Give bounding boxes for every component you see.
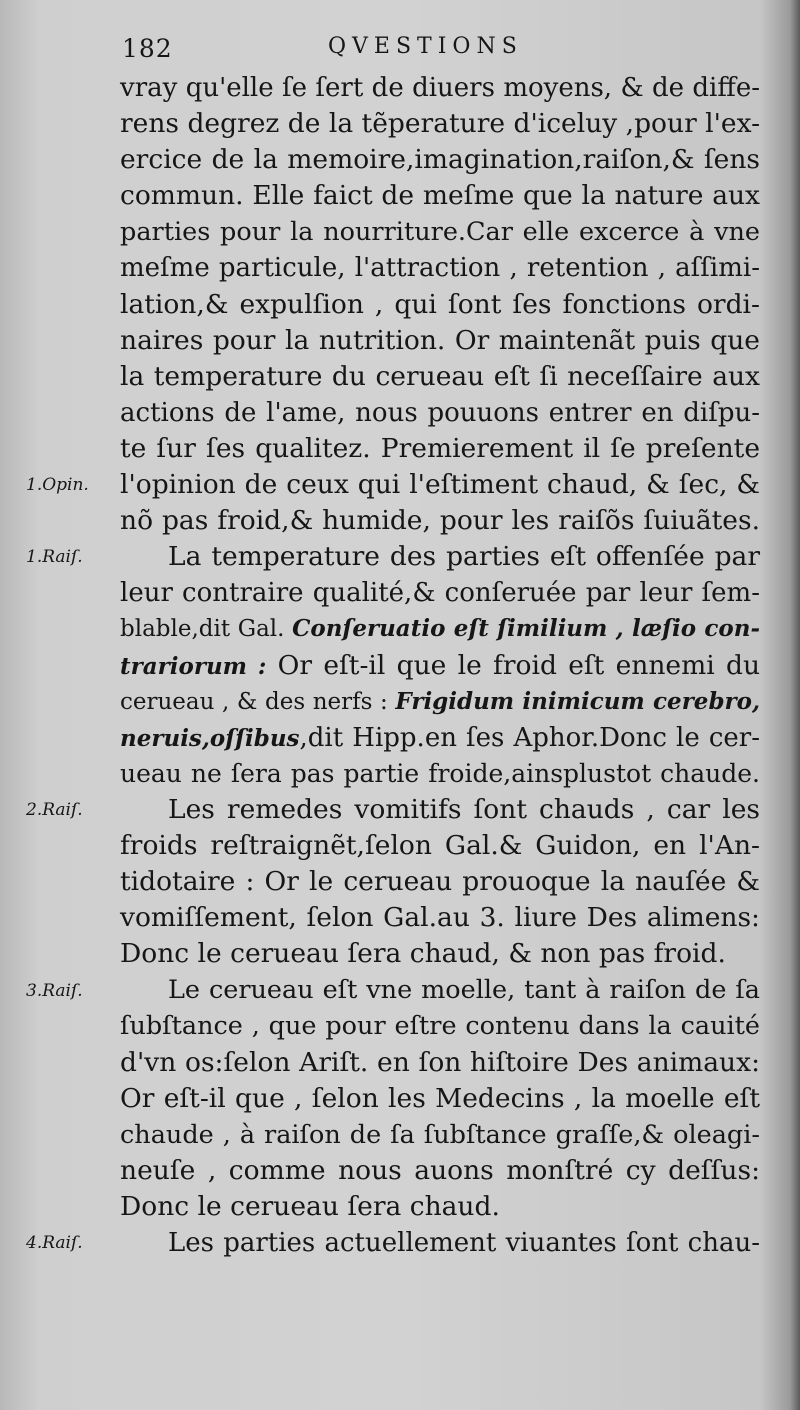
text-line: actions de l'ame, nous pouuons entrer en diſpu- (120, 397, 760, 428)
latin-quotation: neruis,oſſibus (120, 724, 300, 752)
text-line: vomiſſement, ſelon Gal.au 3. liure Des alimens: (120, 902, 760, 934)
text-line: Le cerueau eſt vne moelle, tant à raiſon de ſa (168, 975, 760, 1006)
latin-quotation: Frigidum inimicum cerebro, (395, 687, 760, 715)
text-line: meſme particule, l'attraction , retention , aſſimi- (120, 253, 760, 284)
text-line: ercice de la memoire,imagination,raiſon,& ſens (120, 144, 760, 176)
running-head: QVESTIONS (328, 34, 523, 59)
text-line: parties pour la nourriture.Car elle excerce à vne (120, 217, 760, 248)
margin-note: 2.Raiſ. (26, 800, 83, 820)
text-line: ueau ne ſera pas partie froide,ainsplustot chaude. (120, 758, 760, 788)
margin-note: 1.Raiſ. (26, 547, 83, 568)
text-line: naires pour la nutrition. Or maintenãt puis que (120, 324, 760, 356)
text-line: froids reſtraignẽt,ſelon Gal.& Guidon, en l'An- (120, 829, 760, 861)
text-line (120, 684, 760, 720)
margin-note: 3.Raiſ. (26, 980, 83, 1001)
text-segment: blable,dit Gal. (120, 616, 293, 643)
text-line: Les remedes vomitifs ſont chauds , car les (168, 793, 760, 825)
text-line: la temperature du cerueau eſt ſi neceſſaire aux (120, 360, 760, 392)
text-line (120, 720, 760, 756)
text-line: Les parties actuellement viuantes ſont chau- (168, 1228, 760, 1258)
page-number: 182 (122, 34, 173, 63)
text-line: nõ pas froid,& humide, pour les raiſõs ſuiuãtes. (120, 505, 760, 537)
margin-note: 4.Raiſ. (26, 1233, 83, 1254)
latin-quotation: trariorum : (120, 652, 267, 680)
text-line: lation,& expulſion , qui ſont ſes fonctions ordi- (120, 288, 760, 320)
text-line: neuſe , comme nous auons monſtré cy deſſus: (120, 1154, 760, 1186)
text-line (120, 648, 760, 684)
text-line: te ſur ſes qualitez. Premierement il ſe preſente (120, 432, 760, 464)
text-line: chaude , à raiſon de ſa ſubſtance graſſe,& oleagi- (120, 1119, 760, 1150)
text-segment: cerueau , & des nerfs : (120, 688, 396, 715)
text-line: Donc le cerueau ſera chaud. (120, 1190, 500, 1222)
margin-note: 1.Opin. (26, 475, 89, 496)
text-line: La temperature des parties eſt offenſée par (168, 541, 760, 573)
text-line: tidotaire : Or le cerueau prouoque la nauſée & (120, 866, 760, 898)
text-line: d'vn os:ſelon Ariſt. en ſon hiſtoire Des animaux: (120, 1046, 760, 1078)
text-line: vray qu'elle ſe ſert de diuers moyens, & de diffe- (120, 73, 760, 103)
text-line: rens degrez de la tẽperature d'iceluy ,pour l'ex- (120, 108, 761, 140)
text-line (120, 611, 760, 647)
body-text (120, 70, 760, 1261)
text-segment: Or eſt-il que le froid eſt ennemi du (266, 649, 761, 681)
text-line: l'opinion de ceux qui l'eſtiment chaud, & ſec, & (120, 469, 760, 501)
text-line: ſubſtance , que pour eſtre contenu dans la cauité (120, 1011, 760, 1042)
text-segment: ,dit Hipp.en ſes Aphor.Donc le cer- (299, 722, 760, 753)
text-line: Donc le cerueau ſera chaud, & non pas froid. (120, 938, 726, 970)
text-line: commun. Elle faict de meſme que la nature aux (120, 180, 760, 212)
text-line: Or eſt-il que , ſelon les Medecins , la moelle eſt (120, 1082, 760, 1114)
text-line: leur contraire qualité,& conſeruée par leur ſem- (120, 578, 760, 609)
latin-quotation: Conſeruatio eſt ſimilium , læſio con- (292, 615, 760, 643)
